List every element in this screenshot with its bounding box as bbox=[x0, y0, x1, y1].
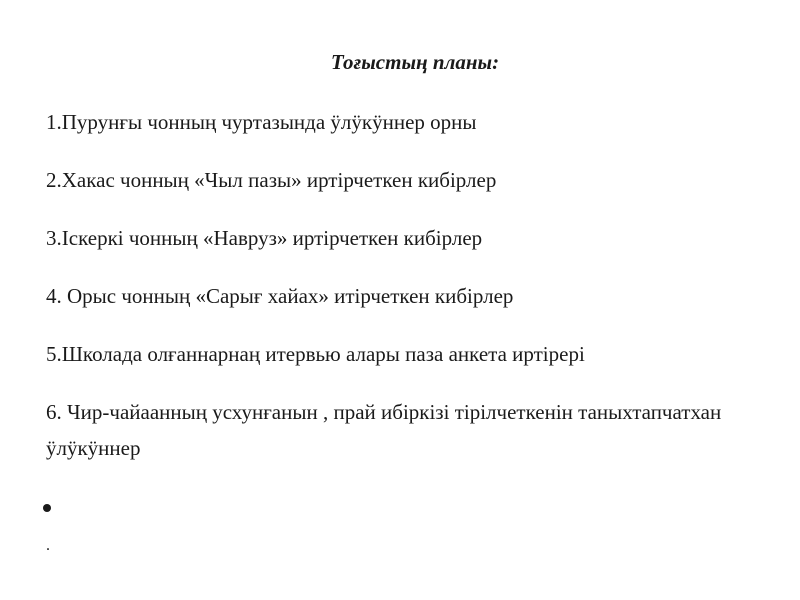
plan-item-6: 6. Чир-чайаанның усхунғанын , прай ибіркізі тірілчеткенін таныхтапчатхан ӱлӱкӱннер bbox=[46, 400, 722, 460]
plan-item-4: 4. Орыс чонның «Сарығ хайах» итірчеткен кибірлер bbox=[46, 284, 514, 308]
plan-item-5: 5.Школада олғаннарнаң итервью алары паза анкета иртірері bbox=[46, 342, 585, 366]
slide-title: Тоғыстың планы: bbox=[330, 50, 500, 74]
plan-item-3: 3.Іскеркі чонның «Навруз» иртірчеткен кибірлер bbox=[46, 226, 483, 250]
plan-item-1: 1.Пурунғы чонның чуртазында ӱлӱкӱннер орны bbox=[46, 110, 477, 134]
plan-list bbox=[46, 108, 766, 466]
plan-item-2: 2.Хакас чонның «Чыл пазы» иртірчеткен кибірлер bbox=[46, 168, 497, 192]
bullet-dot-icon bbox=[43, 504, 51, 512]
trailing-period: . bbox=[46, 537, 50, 554]
